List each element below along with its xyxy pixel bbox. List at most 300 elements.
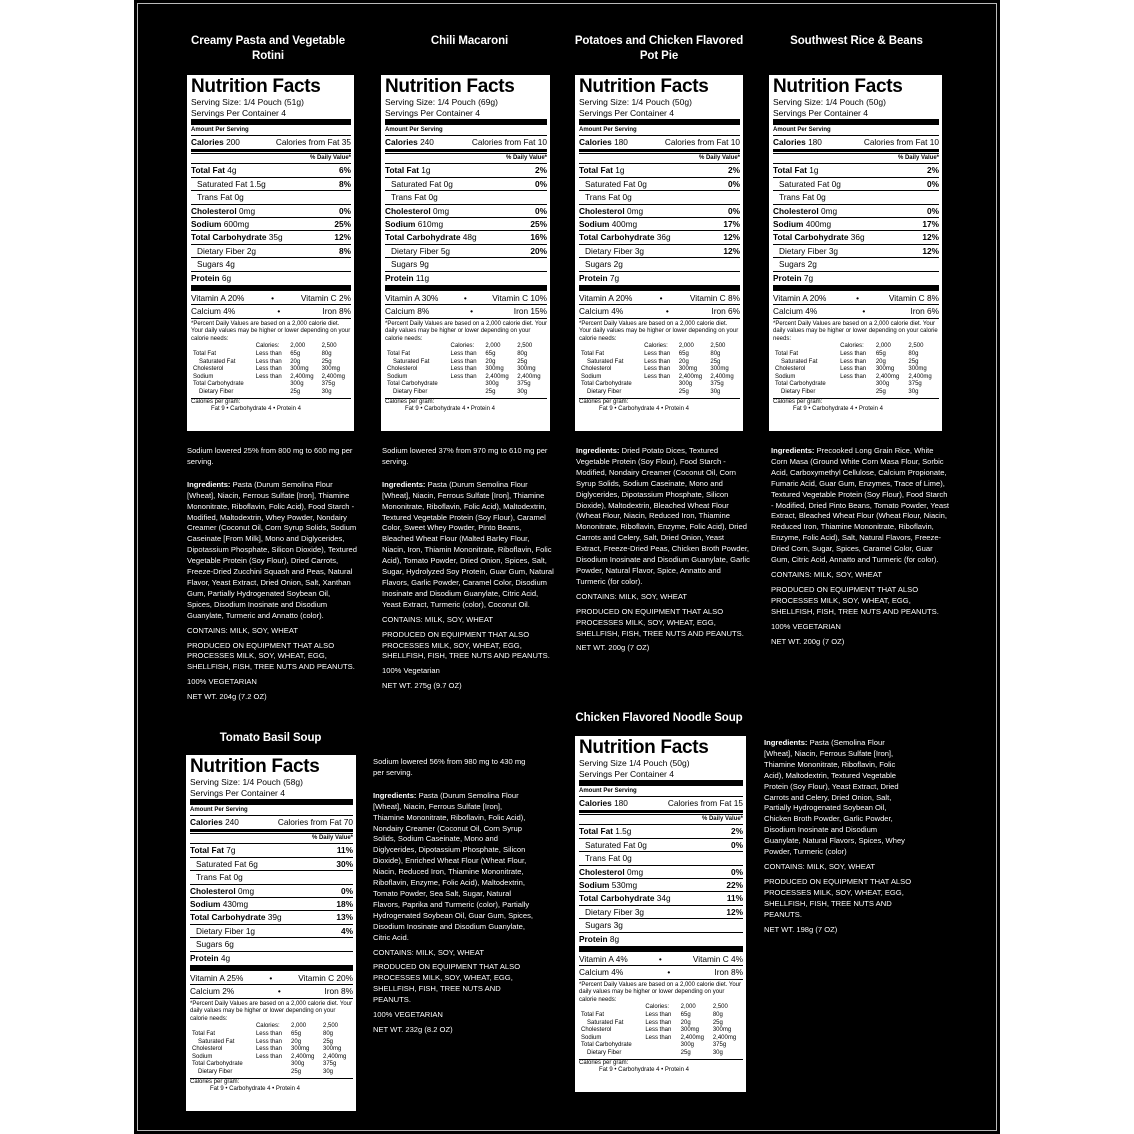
dv-cell: Less than — [255, 373, 282, 380]
nutrient-label: Sugars — [585, 259, 612, 270]
dv-cell: 25g — [678, 388, 689, 395]
ingredients-label: Ingredients: — [764, 738, 808, 747]
net-weight: NET WT. 275g (9.7 OZ) — [382, 681, 462, 691]
nutrient-amount: 400mg — [611, 219, 638, 230]
dv-table-row — [385, 351, 547, 359]
amount-per-serving: Amount Per Serving — [579, 127, 637, 133]
dv-cell: Less than — [644, 358, 671, 365]
daily-value-header: % Daily Value* — [579, 153, 740, 163]
nutrient-left — [190, 911, 282, 923]
nutrient-left — [579, 892, 671, 904]
nutrient-label: Protein — [773, 272, 802, 283]
nutrient-row-sat_fat — [191, 177, 351, 190]
calories-left — [579, 136, 628, 148]
nutrient-amount: 0g — [816, 192, 826, 203]
dv-cell: Total Carbohydrate — [581, 381, 632, 388]
dv-cell: 2,400mg — [680, 1034, 704, 1041]
daily-value-footnote: *Percent Daily Values are based on a 2,000 calorie diet. Your daily values may be higher or lower depending on your calorie needs: — [385, 318, 547, 344]
nutrient-daily-value: 25% — [530, 219, 547, 230]
calories-row — [579, 796, 743, 809]
nutrient-label: Sodium — [773, 219, 804, 230]
iron: Iron 15% — [513, 306, 547, 317]
nutrient-amount: 34g — [656, 893, 671, 904]
nutrient-daily-value: 12% — [922, 245, 939, 256]
thick-rule — [191, 119, 351, 125]
dv-cell: 2,400mg — [712, 1034, 737, 1041]
allergen-contains: CONTAINS: MILK, SOY, WHEAT — [382, 614, 493, 624]
daily-value-footnote: *Percent Daily Values are based on a 2,000 calorie diet. Your daily values may be higher or lower depending on your calorie needs: — [190, 998, 353, 1024]
nutrient-label: Cholesterol — [190, 885, 236, 896]
nutrient-amount: 48g — [462, 232, 477, 243]
nutrient-left — [773, 218, 831, 230]
nutrient-left — [773, 164, 819, 176]
nutrient-row-fiber — [579, 905, 743, 918]
calories-per-gram-values: Fat 9 • Carbohydrate 4 • Protein 4 — [210, 1086, 300, 1093]
ingredients-list: Pasta (Durum Semolina Flour [Wheat], Niacin, Ferrous Sulfate [Iron], Thiamine Mononitrate, Riboflavin, Folic Acid), Maltodextrin, Textured Vegetable Protein (Soy Flour), Caramel Color, Sweet Whey Powder, Pinto Beans, Bleached Wheat Flour (Malted Barley Flour, Niacin, Iron, Thiamin Mononitrate, Riboflavin, Folic Acid), Tomato Powder, Dried Onion, Spices, Salt, Sugar, Hydrolyzed Soy Protein, Guar Gum, Natural Flavors, Garlic Powder, Caramel Color, Disodium Inosinate and Disodium Guanylate, Citric Acid, Yeast Extract, Turmeric (color), Coconut Oil. — [382, 479, 554, 609]
nutrient-label: Total Fat — [579, 826, 613, 837]
dv-cell: 25g — [710, 358, 721, 365]
nutrient-label: Trans Fat — [779, 192, 815, 203]
bullet: • — [470, 306, 473, 317]
nutrient-amount: 3g — [828, 245, 839, 256]
vitamin-c: Vitamin C 20% — [298, 973, 353, 984]
calories-label: Calories — [773, 137, 806, 147]
dv-cell: Less than — [255, 1053, 282, 1060]
nutrition-facts-label — [575, 736, 746, 1092]
nutrient-label: Dietary Fiber — [197, 245, 245, 256]
calories-from-fat: Calories from Fat 10 — [471, 137, 547, 147]
nutrient-label: Total Fat — [191, 165, 225, 176]
calories-value: 240 — [225, 817, 239, 827]
dv-cell: 25g — [875, 388, 886, 395]
calcium: Calcium 4% — [579, 967, 624, 978]
calories-value: 180 — [614, 137, 628, 147]
nutrient-daily-value: 17% — [922, 219, 939, 230]
bullet: • — [463, 293, 467, 304]
nutrient-daily-value: 4% — [341, 925, 353, 936]
daily-value-header: % Daily Value* — [579, 814, 743, 824]
dv-cell: 65g — [678, 350, 689, 357]
dv-cell — [254, 389, 288, 397]
dv-table-row — [385, 374, 547, 382]
nutrient-row-sodium — [773, 217, 939, 230]
allergen-contains: CONTAINS: MILK, SOY, WHEAT — [576, 591, 687, 601]
dv-cell: 375g — [321, 381, 335, 388]
dv-header-cell: 2,000 — [875, 343, 891, 350]
dv-table-row — [579, 351, 740, 359]
calories-per-gram-values: Fat 9 • Carbohydrate 4 • Protein 4 — [599, 406, 689, 413]
serving-size: Serving Size: 1/4 Pouch (50g) — [579, 97, 692, 107]
dv-cell: Saturated Fat — [198, 1038, 235, 1045]
dv-cell: 30g — [908, 388, 919, 395]
nutrient-row-sat_fat — [579, 177, 740, 190]
bullet: • — [658, 954, 662, 965]
vitamins-row — [773, 292, 939, 304]
dv-cell: Less than — [840, 358, 867, 365]
servings-per-container: Servings Per Container 4 — [385, 107, 480, 118]
nutrient-row-cholesterol — [579, 865, 743, 878]
nutrient-left — [779, 178, 841, 190]
daily-value-table — [579, 343, 740, 396]
dv-cell: Dietary Fiber — [393, 388, 428, 395]
dv-cell: 20g — [291, 1038, 302, 1045]
nutrient-row-protein — [191, 271, 351, 284]
nutrition-facts-label — [187, 75, 354, 431]
nutrient-row-sodium — [579, 878, 743, 891]
dv-cell: 65g — [291, 1030, 302, 1037]
dv-table-row — [579, 1020, 743, 1028]
bullet: • — [277, 306, 281, 317]
calories-per-gram-label: Calories per gram: — [190, 1078, 240, 1085]
dv-table-row — [190, 1054, 353, 1062]
nutrient-label: Protein — [385, 272, 414, 283]
ingredients-label: Ingredients: — [576, 446, 620, 455]
nutrient-row-total_fat — [773, 163, 939, 176]
nutrient-left — [579, 866, 643, 878]
ingredients — [764, 738, 914, 858]
nutrient-left — [391, 191, 438, 203]
product-title: Creamy Pasta and Vegetable Rotini — [190, 35, 345, 62]
dv-header-cell — [385, 343, 449, 351]
net-weight: NET WT. 198g (7 OZ) — [764, 924, 838, 934]
nutrient-row-total_fat — [385, 163, 547, 176]
thick-rule — [579, 946, 743, 952]
calcium: Calcium 4% — [579, 306, 624, 317]
dv-header-cell — [579, 343, 642, 351]
nutrient-daily-value: 0% — [728, 178, 740, 189]
dv-cell: Saturated Fat — [781, 358, 818, 365]
nutrient-row-cholesterol — [773, 204, 939, 217]
vitamin-a: Vitamin A 20% — [191, 293, 245, 304]
ingredients-label: Ingredients: — [382, 479, 426, 489]
medium-rule — [579, 149, 740, 152]
nutrient-row-fiber — [579, 244, 740, 257]
nutrient-label: Trans Fat — [196, 872, 232, 883]
vegetarian-note: 100% VEGETARIAN — [187, 677, 257, 687]
nutrient-amount: 1g — [615, 165, 625, 176]
servings-per-container: Servings Per Container 4 — [773, 107, 868, 118]
dv-cell: 25g — [323, 1038, 334, 1045]
nutrient-row-protein — [773, 271, 939, 284]
dv-cell — [642, 381, 677, 389]
dv-cell: 300g — [875, 381, 890, 388]
nutrient-label: Cholesterol — [191, 205, 237, 216]
nutrient-label: Sugars — [196, 939, 223, 950]
minerals-row — [385, 304, 547, 317]
dv-cell: 80g — [908, 350, 919, 357]
dv-cell: 375g — [323, 1061, 337, 1068]
nutrient-amount: 0mg — [626, 866, 644, 877]
dv-table-row — [773, 359, 939, 367]
dv-cell: Cholesterol — [581, 1027, 612, 1034]
nutrient-left — [579, 205, 643, 217]
dv-table-header — [385, 343, 547, 351]
vitamin-a: Vitamin A 20% — [579, 293, 633, 304]
dv-cell: Less than — [840, 373, 867, 380]
dv-cell: 300mg — [908, 366, 927, 373]
dv-cell: 300g — [485, 381, 499, 388]
net-weight: NET WT. 200g (7 OZ) — [771, 636, 845, 646]
calories-value: 200 — [226, 137, 240, 147]
nutrient-row-sugars — [773, 257, 939, 270]
dv-header-cell: Calories: — [450, 343, 475, 350]
nutrient-amount: 6g — [248, 858, 258, 869]
nutrient-label: Cholesterol — [385, 205, 431, 216]
vitamin-c: Vitamin C 10% — [492, 293, 547, 304]
nutrient-left — [579, 272, 619, 284]
dv-cell: 80g — [517, 350, 528, 357]
calories-value: 180 — [808, 137, 822, 147]
daily-value-table — [385, 343, 547, 396]
nutrient-amount: 4g — [225, 259, 235, 270]
dv-cell: 20g — [290, 358, 301, 365]
nutrient-label: Total Carbohydrate — [191, 232, 267, 243]
nutrient-row-sat_fat — [773, 177, 939, 190]
dv-cell: 300mg — [680, 1027, 699, 1034]
dv-header-cell: 2,000 — [680, 1004, 696, 1011]
nutrition-facts-heading: Nutrition Facts — [190, 756, 320, 777]
dv-header-cell: Calories: — [644, 343, 668, 350]
nutrient-row-sat_fat — [579, 838, 743, 851]
nutrient-row-sodium — [191, 217, 351, 230]
dv-cell: Dietary Fiber — [587, 1049, 622, 1056]
calories-value: 180 — [614, 798, 628, 808]
dv-cell: Less than — [255, 350, 282, 357]
dv-cell: Less than — [255, 358, 282, 365]
nutrient-label: Dietary Fiber — [391, 245, 439, 256]
minerals-row — [190, 984, 353, 997]
dv-cell — [642, 389, 677, 397]
bullet: • — [269, 973, 273, 984]
bullet: • — [271, 293, 275, 304]
nutrient-row-sugars — [191, 257, 351, 270]
bullet: • — [277, 986, 281, 997]
dv-cell: 300g — [291, 1061, 305, 1068]
nutrient-left — [585, 258, 623, 270]
nutrient-amount: 0mg — [820, 205, 838, 216]
dv-cell: Cholesterol — [192, 1046, 223, 1053]
dv-cell: Less than — [450, 373, 477, 380]
nutrient-amount: 4g — [227, 165, 237, 176]
nutrient-row-trans_fat — [579, 851, 743, 864]
dv-cell: Less than — [840, 350, 867, 357]
nutrient-daily-value: 0% — [728, 205, 740, 216]
nutrient-amount: 0g — [428, 192, 438, 203]
nutrient-daily-value: 2% — [927, 165, 939, 176]
dv-header-cell: Calories: — [255, 343, 280, 350]
nutrient-row-carb — [773, 230, 939, 243]
dv-cell: 300g — [290, 381, 304, 388]
nutrient-label: Dietary Fiber — [196, 925, 244, 936]
calories-left — [190, 816, 239, 828]
dv-cell: 300g — [680, 1042, 694, 1049]
dv-cell: 300mg — [321, 366, 340, 373]
nutrient-label: Protein — [579, 933, 608, 944]
nutrient-amount: 2g — [246, 245, 257, 256]
product-info-text — [771, 446, 949, 651]
nutrient-daily-value: 0% — [731, 866, 743, 877]
dv-table-row — [773, 366, 939, 374]
nutrient-left — [391, 258, 429, 270]
dv-cell: Saturated Fat — [393, 358, 430, 365]
dv-cell: 300mg — [323, 1046, 342, 1053]
nutrient-label: Total Carbohydrate — [190, 912, 266, 923]
daily-value-table — [773, 343, 939, 396]
dv-cell: Total Carbohydrate — [581, 1042, 632, 1049]
vitamin-a: Vitamin A 25% — [190, 973, 244, 984]
thick-rule — [773, 119, 939, 125]
servings-per-container: Servings Per Container 4 — [579, 768, 674, 779]
nutrient-label: Sugars — [391, 259, 418, 270]
dv-cell: 300mg — [712, 1027, 732, 1034]
nutrition-facts-label — [769, 75, 942, 431]
nutrient-daily-value: 0% — [341, 885, 353, 896]
minerals-row — [773, 304, 939, 317]
daily-value-footnote: *Percent Daily Values are based on a 2,000 calorie diet. Your daily values may be higher or lower depending on your calorie needs: — [579, 979, 743, 1005]
dv-cell: 80g — [321, 350, 332, 357]
calories-from-fat: Calories from Fat 35 — [275, 137, 351, 147]
daily-value-footnote: *Percent Daily Values are based on a 2,000 calorie diet. Your daily values may be higher or lower depending on your calorie needs: — [191, 318, 351, 344]
nutrition-facts-heading: Nutrition Facts — [579, 737, 709, 758]
dv-cell: 300mg — [291, 1046, 310, 1053]
nutrient-left — [585, 178, 647, 190]
dv-table-row — [579, 374, 740, 382]
nutrient-left — [196, 925, 255, 937]
dv-header-cell: 2,500 — [710, 343, 726, 350]
dv-table-row — [191, 359, 351, 367]
thick-rule — [385, 285, 547, 291]
dv-cell: 80g — [323, 1030, 334, 1037]
nutrient-left — [585, 245, 644, 257]
calories-row — [191, 135, 351, 148]
dv-cell: 20g — [875, 358, 886, 365]
dv-cell: 2,400mg — [290, 373, 314, 380]
nutrient-amount: 1.5g — [615, 826, 632, 837]
dv-cell: 2,400mg — [875, 373, 900, 380]
dv-cell: Less than — [255, 1038, 282, 1045]
dv-cell: Less than — [644, 350, 671, 357]
calories-value: 240 — [420, 137, 434, 147]
calories-per-gram-label: Calories per gram: — [579, 398, 629, 405]
nutrient-daily-value: 12% — [723, 232, 740, 243]
vegetarian-note: 100% Vegetarian — [382, 666, 440, 676]
calories-per-gram-values: Fat 9 • Carbohydrate 4 • Protein 4 — [211, 406, 301, 413]
nutrient-amount: 6g — [221, 272, 232, 283]
nutrient-daily-value: 22% — [726, 880, 743, 891]
nutrient-daily-value: 11% — [726, 893, 743, 904]
dv-cell: 25g — [517, 358, 528, 365]
dv-table-row — [579, 1050, 743, 1058]
dv-table-row — [190, 1031, 353, 1039]
dv-cell — [838, 389, 874, 397]
dv-table-row — [579, 1042, 743, 1050]
nutrient-daily-value: 17% — [723, 219, 740, 230]
serving-size: Serving Size: 1/4 Pouch (58g) — [190, 777, 303, 787]
nutrient-label: Cholesterol — [773, 205, 819, 216]
nutrient-label: Sugars — [585, 920, 612, 931]
nutrient-amount: 0g — [443, 178, 453, 189]
nutrient-amount: 1g — [245, 925, 256, 936]
dv-cell: 2,400mg — [517, 373, 541, 380]
dv-cell: Total Fat — [581, 1011, 605, 1018]
nutrient-amount: 0g — [622, 192, 632, 203]
dv-cell — [838, 381, 874, 389]
dv-table-row — [773, 389, 939, 397]
calories-label: Calories — [579, 137, 612, 147]
nutrient-left — [385, 164, 431, 176]
nutrient-left — [191, 205, 255, 217]
dv-cell: 2,400mg — [321, 373, 345, 380]
nutrient-amount: 8g — [609, 933, 620, 944]
nutrient-daily-value: 20% — [530, 245, 547, 256]
nutrient-label: Trans Fat — [391, 192, 427, 203]
dv-header-cell: 2,500 — [321, 343, 337, 350]
vitamins-row — [191, 292, 351, 304]
dv-cell: Sodium — [192, 1053, 213, 1060]
calories-from-fat: Calories from Fat 15 — [667, 798, 743, 808]
bullet: • — [659, 293, 663, 304]
nutrient-amount: 530mg — [611, 880, 638, 891]
calories-row — [579, 135, 740, 148]
calories-per-gram-values: Fat 9 • Carbohydrate 4 • Protein 4 — [599, 1067, 689, 1074]
nutrient-left — [196, 938, 234, 950]
dv-table-row — [191, 389, 351, 397]
calories-per-gram-label: Calories per gram: — [773, 398, 823, 405]
vitamin-a: Vitamin A 20% — [773, 293, 827, 304]
dv-cell: 300mg — [875, 366, 895, 373]
calories-from-fat: Calories from Fat 70 — [277, 817, 353, 827]
dv-header-cell — [191, 343, 254, 351]
nutrient-row-carb — [190, 910, 353, 923]
minerals-row — [579, 304, 740, 317]
ingredients-list: Dried Potato Dices, Textured Vegetable Protein (Soy Flour), Food Starch - Modified, Nondairy Creamer (Coconut Oil, Corn Syrup Solids, Sodium Caseinate, Mono and Diglycerides, Dipotassium Phosphate, Silicon Dioxide), Maltodextrin, Bleached Wheat Flour (Wheat Flour, Niacin, Reduced Iron, Thiamine Mononitrate, Riboflavin, Enzyme, Folic Acid), Dried Carrots and Celery, Salt, Dried Onion, Yeast Extract, Freeze-Dried Peas, Chicken Broth Powder, Disodium Inosinate and Disodium Guanylate, Garlic Powder, Natural Flavor, Spice, Annatto and Turmeric (for color). — [576, 446, 750, 586]
medium-rule — [579, 810, 743, 813]
nutrient-left — [579, 231, 671, 243]
amount-per-serving: Amount Per Serving — [579, 788, 637, 794]
nutrient-label: Dietary Fiber — [585, 245, 633, 256]
dv-table-header — [190, 1023, 353, 1031]
dv-cell — [449, 389, 484, 397]
nutrient-amount: 11g — [415, 272, 430, 283]
daily-value-table — [191, 343, 351, 396]
dv-cell: Saturated Fat — [199, 358, 236, 365]
daily-value-table — [579, 1004, 743, 1057]
nutrient-label: Saturated Fat — [196, 858, 247, 869]
dv-cell: Less than — [450, 366, 477, 373]
ingredients-list: Pasta (Semolina Flour [Wheat], Niacin, Ferrous Sulfate [Iron], Thiamine Mononitrate, Riboflavin, Folic Acid), Maltodextrin, Textured Vegetable Protein (Soy Flour), Yeast Extract, Dried Carrots and Celery, Dried Onion, Salt, Partially Hydrogenated Soybean Oil, Chicken Broth Powder, Garlic Powder, Disodium Inosinate and Disodium Guanylate, Natural Flavors, Spices, Whey Powder, Turmeric (color) — [764, 738, 905, 857]
nutrient-label: Saturated Fat — [585, 178, 636, 189]
nutrient-row-fiber — [773, 244, 939, 257]
nutrient-daily-value: 0% — [731, 839, 743, 850]
dv-cell: 20g — [678, 358, 689, 365]
dv-cell: 25g — [291, 1068, 302, 1075]
bullet: • — [856, 293, 860, 304]
nutrient-daily-value: 12% — [723, 245, 740, 256]
daily-value-header: % Daily Value* — [773, 153, 939, 163]
bullet: • — [862, 306, 866, 317]
nutrient-left — [579, 164, 625, 176]
amount-per-serving: Amount Per Serving — [385, 127, 443, 133]
amount-per-serving: Amount Per Serving — [773, 127, 831, 133]
nutrient-left — [197, 178, 266, 190]
thick-rule — [190, 799, 353, 805]
nutrient-amount: 0g — [234, 192, 244, 203]
product-title: Southwest Rice & Beans — [790, 35, 923, 47]
dv-cell: Less than — [645, 1019, 672, 1026]
nutrient-left — [585, 919, 623, 931]
dv-cell: Total Fat — [387, 350, 411, 357]
iron: Iron 8% — [322, 306, 351, 317]
